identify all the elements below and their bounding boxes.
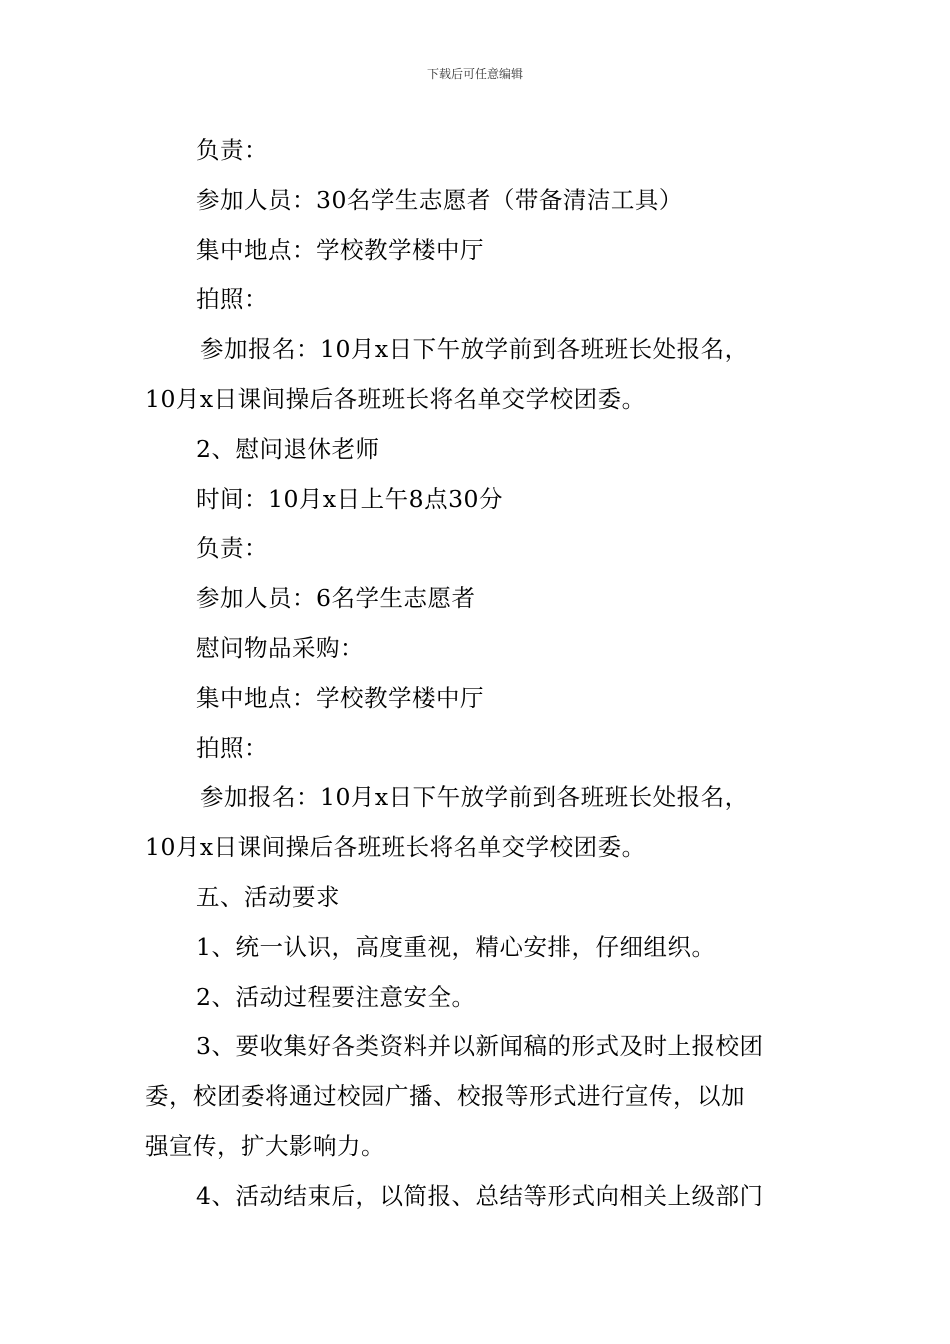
text-line: 2、慰问退休老师 [196, 434, 380, 463]
text-line: 时间：10月x日上午8点30分 [196, 484, 504, 513]
page-header: 下载后可任意编辑 [426, 67, 523, 81]
text-line: 4、活动结束后，以简报、总结等形式向相关上级部门 [196, 1181, 764, 1210]
text-line: 五、活动要求 [196, 882, 340, 911]
text-line: 集中地点：学校教学楼中厅 [196, 683, 484, 712]
text-line: 拍照： [196, 733, 268, 762]
text-line: 拍照： [196, 285, 268, 314]
document-body [145, 126, 825, 1222]
text-line: 参加报名：10月x日下午放学前到各班班长处报名， [200, 783, 749, 812]
text-line: 慰问物品采购： [196, 633, 364, 662]
text-line: 参加人员：30名学生志愿者（带备清洁工具） [196, 185, 683, 214]
text-line: 10月x日课间操后各班班长将名单交学校团委。 [145, 833, 646, 862]
text-line: 负责： [196, 136, 268, 164]
text-line: 参加报名：10月x日下午放学前到各班班长处报名， [200, 335, 749, 364]
text-line: 1、统一认识，高度重视，精心安排，仔细组织。 [196, 932, 716, 961]
text-line: 负责： [196, 534, 268, 563]
text-line: 2、活动过程要注意安全。 [196, 982, 476, 1011]
text-line: 集中地点：学校教学楼中厅 [196, 235, 484, 264]
text-line: 10月x日课间操后各班班长将名单交学校团委。 [145, 384, 646, 413]
text-line: 3、要收集好各类资料并以新闻稿的形式及时上报校团 [196, 1032, 764, 1061]
text-line: 强宣传，扩大影响力。 [145, 1131, 385, 1160]
text-line: 参加人员：6名学生志愿者 [196, 584, 476, 613]
text-line: 委，校团委将通过校园广播、校报等形式进行宣传，以加 [145, 1082, 745, 1111]
